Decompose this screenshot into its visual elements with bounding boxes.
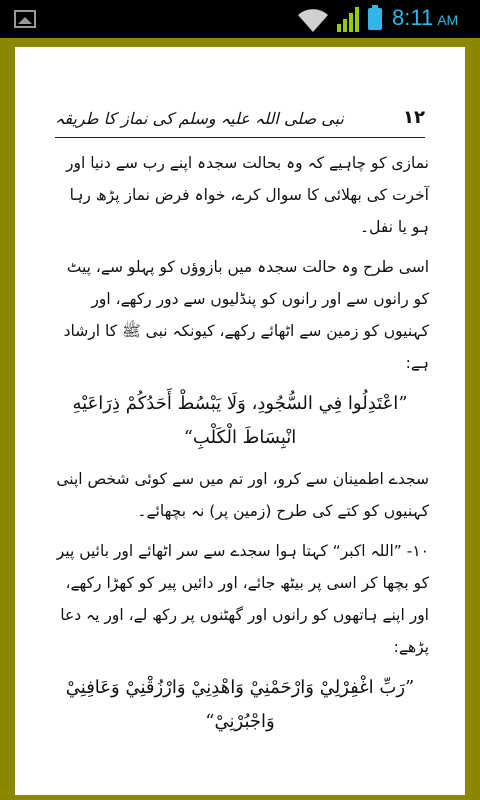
clock-ampm: AM [437, 12, 459, 28]
hadith-arabic-quote: ”اعْتَدِلُوا فِي السُّجُودِ، وَلَا يَبْسُطْ أَحَدُكُمْ ذِرَاعَيْهِ انْبِسَاطَ الْكَلْبِ“ [72, 393, 408, 448]
wifi-icon [296, 6, 330, 34]
dua-arabic-quote: ”رَبِّ اغْفِرْلِيْ وَارْحَمْنِيْ وَاهْدِنِيْ وَارْزُقْنِيْ وَعَافِنِيْ وَاجْبُرْنِيْ“ [65, 677, 415, 732]
battery-icon [368, 8, 382, 30]
clock [392, 5, 458, 31]
status-bar [0, 0, 480, 38]
page-number: ۱۲ [403, 107, 425, 128]
clock-time: 8:11 [392, 5, 434, 30]
hadith-translation: سجدے اطمینان سے کرو، اور تم میں سے کوئی شخص اپنی کہنیوں کو کتے کی طرح (زمین پر) نہ بچھائے۔ [56, 470, 429, 520]
cellular-signal-icon [336, 6, 362, 32]
paragraph-2: اسی طرح وہ حالت سجدہ میں بازوؤں کو پہلو سے، پیٹ کو رانوں سے اور رانوں کو پنڈلیوں سے دور رکھے، اور کہنیوں کو زمین سے اٹھائے رکھے، کیونکہ نبی ﷺ کا ارشاد ہے: [63, 258, 429, 372]
running-title: نبی صلی اللہ علیہ وسلم کی نماز کا طریقہ [55, 109, 344, 128]
point-10: ۱۰- ”اللہ اکبر“ کہتا ہوا سجدے سے سر اٹھائے اور بائیں پیر کو بچھا کر اسی پر بیٹھ جائے، اور دائیں پیر کو کھڑا رکھے، اور اپنے ہاتھوں کو رانوں اور گھٹنوں پر رکھ لے، اور یہ دعا پڑھے: [56, 542, 429, 656]
gallery-notification-icon [14, 10, 36, 28]
book-page[interactable] [15, 47, 465, 795]
page-header [55, 107, 425, 138]
reader-frame [0, 38, 480, 800]
paragraph-1: نمازی کو چاہیے کہ وہ بحالت سجدہ اپنے رب سے دنیا اور آخرت کی بھلائی کا سوال کرے، خواہ فرض نماز پڑھ رہا ہو یا نفل۔ [66, 154, 429, 236]
page-body [51, 147, 429, 747]
